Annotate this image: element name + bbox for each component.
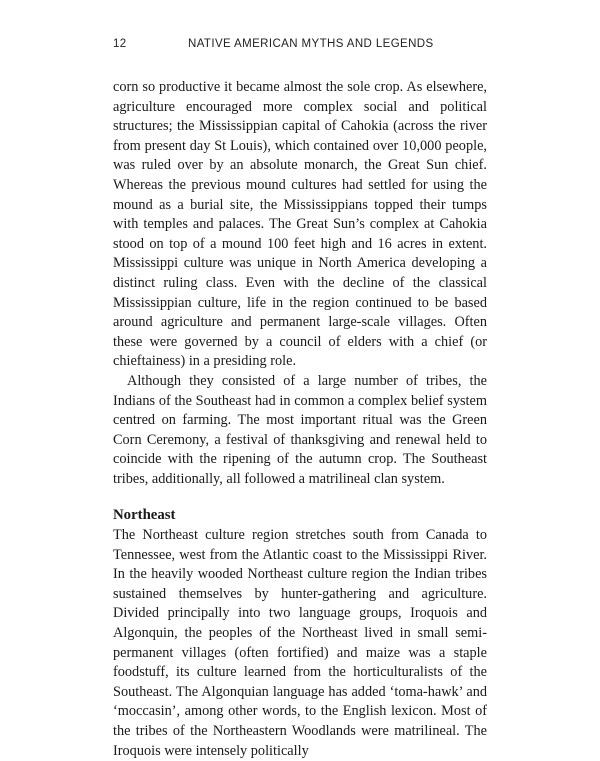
book-title-header: NATIVE AMERICAN MYTHS AND LEGENDS	[188, 38, 434, 50]
paragraph-mississippian-culture: corn so productive it became almost the sole crop. As elsewhere, agriculture encouraged more complex social and political structures; the Mississippian capital of Cahokia (across the river from present day St Louis), which contained over 10,000 people, was ruled over by an absolute monarch, the Great Sun chief. Whereas the previous mound cultures had settled for using the mound as a burial site, the Mississippians topped their tumps with temples and palaces. The Great Sun’s complex at Cahokia stood on top of a mound 100 feet high and 16 acres in extent. Mississippi culture was unique in North America developing a distinct ruling class. Even with the decline of the classical Mississippian culture, life in the region continued to be based around agriculture and permanent large-scale villages. Often these were governed by a council of elders with a chief (or chieftainess) in a presiding role.	[113, 79, 487, 370]
paragraph-northeast-region: The Northeast culture region stretches south from Canada to Tennessee, west from the Atlantic coast to the Mississippi River. In the heavily wooded Northeast culture region the Indian tribes sustained themselves by hunter-gathering and agriculture. Divided principally into two language groups, Iroquois and Algonquin, the peoples of the Northeast lived in small semi-permanent villages (often fortified) and maize was a staple foodstuff, its culture learned from the horticulturalists of the Southeast. The Algonquian language has added ‘toma-hawk’ and ‘moccasin’, among other words, to the English lexicon. Most of the tribes of the Northeastern Woodlands were matrilineal. The Iroquois were intensely politically	[113, 527, 487, 759]
running-head	[113, 38, 487, 52]
body-text	[113, 78, 487, 761]
paragraph-southeast-tribes: Although they consisted of a large number of tribes, the Indians of the Southeast had in common a complex belief system centred on farming. The most important ritual was the Green Corn Ceremony, a festival of thanksgiving and renewal held to coincide with the ripening of the autumn crop. The Southeast tribes, additionally, all followed a matrilineal clan system.	[113, 372, 487, 487]
section-heading-northeast: Northeast	[113, 507, 176, 524]
page-number: 12	[113, 38, 127, 50]
